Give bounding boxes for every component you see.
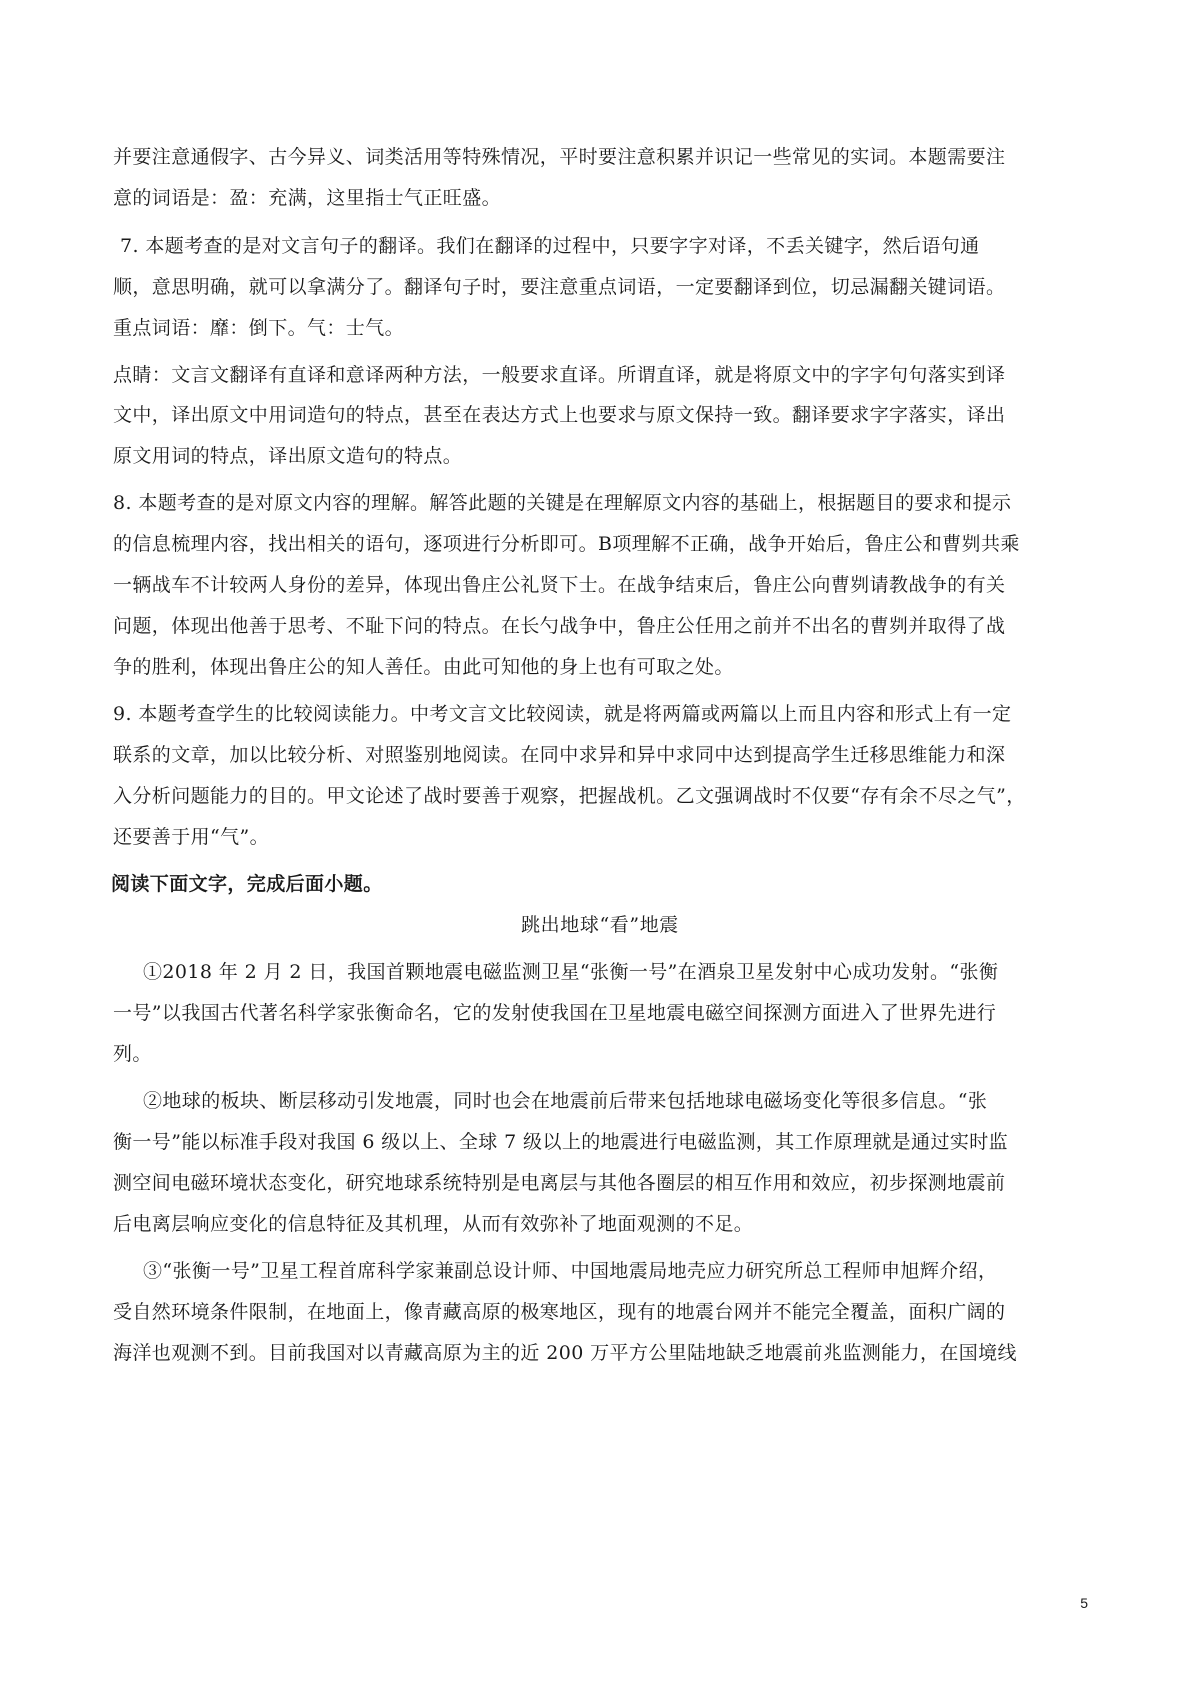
article-line: ①2018 年 2 月 2 日，我国首颗地震电磁监测卫星“张衡一号”在酒泉卫星发射中心成功发射。“张衡 [143,961,999,983]
page-number: 5 [1080,1595,1088,1611]
text-line: 还要善于用“气”。 [113,826,270,848]
article-title: 跳出地球“看”地震 [521,914,679,936]
text-line: 争的胜利，体现出鲁庄公的知人善任。由此可知他的身上也有可取之处。 [113,656,734,678]
text-line: 问题，体现出他善于思考、不耻下问的特点。在长勺战争中，鲁庄公任用之前并不出名的曹刿并取得了战 [113,615,1006,637]
article-line: 一号”以我国古代著名科学家张衡命名，它的发射使我国在卫星地震电磁空间探测方面进入了世界先进行 [113,1002,997,1024]
text-line: 8. 本题考查的是对原文内容的理解。解答此题的关键是在理解原文内容的基础上，根据题目的要求和提示 [113,492,1012,514]
text-line: 并要注意通假字、古今异义、词类活用等特殊情况，平时要注意积累并识记一些常见的实词。本题需要注 [113,146,1006,168]
text-line: 意的词语是：盈：充满，这里指士气正旺盛。 [113,187,502,209]
text-line: 入分析问题能力的目的。甲文论述了战时要善于观察，把握战机。乙文强调战时不仅要“存有余不尽之气”， [113,785,1026,807]
article-line: ③“张衡一号”卫星工程首席科学家兼副总设计师、中国地震局地壳应力研究所总工程师申旭辉介绍， [143,1260,998,1282]
text-line: 的信息梳理内容，找出相关的语句，逐项进行分析即可。B项理解不正确，战争开始后，鲁庄公和曹刿共乘 [113,533,1020,555]
text-line: 联系的文章，加以比较分析、对照鉴别地阅读。在同中求异和异中求同中达到提高学生迁移思维能力和深 [113,744,1006,766]
text-line: 顺，意思明确，就可以拿满分了。翻译句子时，要注意重点词语，一定要翻译到位，切忌漏翻关键词语。 [113,276,1006,298]
article-line: ②地球的板块、断层移动引发地震，同时也会在地震前后带来包括地球电磁场变化等很多信息。“张 [143,1090,988,1112]
text-line: 点睛：文言文翻译有直译和意译两种方法，一般要求直译。所谓直译，就是将原文中的字字句句落实到译 [113,364,1006,386]
text-line: 9. 本题考查学生的比较阅读能力。中考文言文比较阅读，就是将两篇或两篇以上而且内容和形式上有一定 [113,703,1012,725]
text-line: 原文用词的特点，译出原文造句的特点。 [113,445,463,467]
article-line: 测空间电磁环境状态变化，研究地球系统特别是电离层与其他各圈层的相互作用和效应，初步探测地震前 [113,1172,1006,1194]
text-line: 重点词语：靡：倒下。气：士气。 [113,317,405,339]
instruction-heading: 阅读下面文字，完成后面小题。 [111,873,383,895]
text-line: 7. 本题考查的是对文言句子的翻译。我们在翻译的过程中，只要字字对译，不丢关键字，然后语句通 [120,235,980,257]
article-line: 后电离层响应变化的信息特征及其机理，从而有效弥补了地面观测的不足。 [113,1213,754,1235]
text-line: 一辆战车不计较两人身份的差异，体现出鲁庄公礼贤下士。在战争结束后，鲁庄公向曹刿请教战争的有关 [113,574,1006,596]
article-line: 海洋也观测不到。目前我国对以青藏高原为主的近 200 万平方公里陆地缺乏地震前兆监测能力，在国境线 [113,1342,1017,1364]
text-line: 文中，译出原文中用词造句的特点，甚至在表达方式上也要求与原文保持一致。翻译要求字字落实，译出 [113,404,1006,426]
article-line: 衡一号”能以标准手段对我国 6 级以上、全球 7 级以上的地震进行电磁监测，其工作原理就是通过实时监 [113,1131,1009,1153]
article-line: 列。 [113,1043,152,1065]
article-line: 受自然环境条件限制，在地面上，像青藏高原的极寒地区，现有的地震台网并不能完全覆盖，面积广阔的 [113,1301,1006,1323]
